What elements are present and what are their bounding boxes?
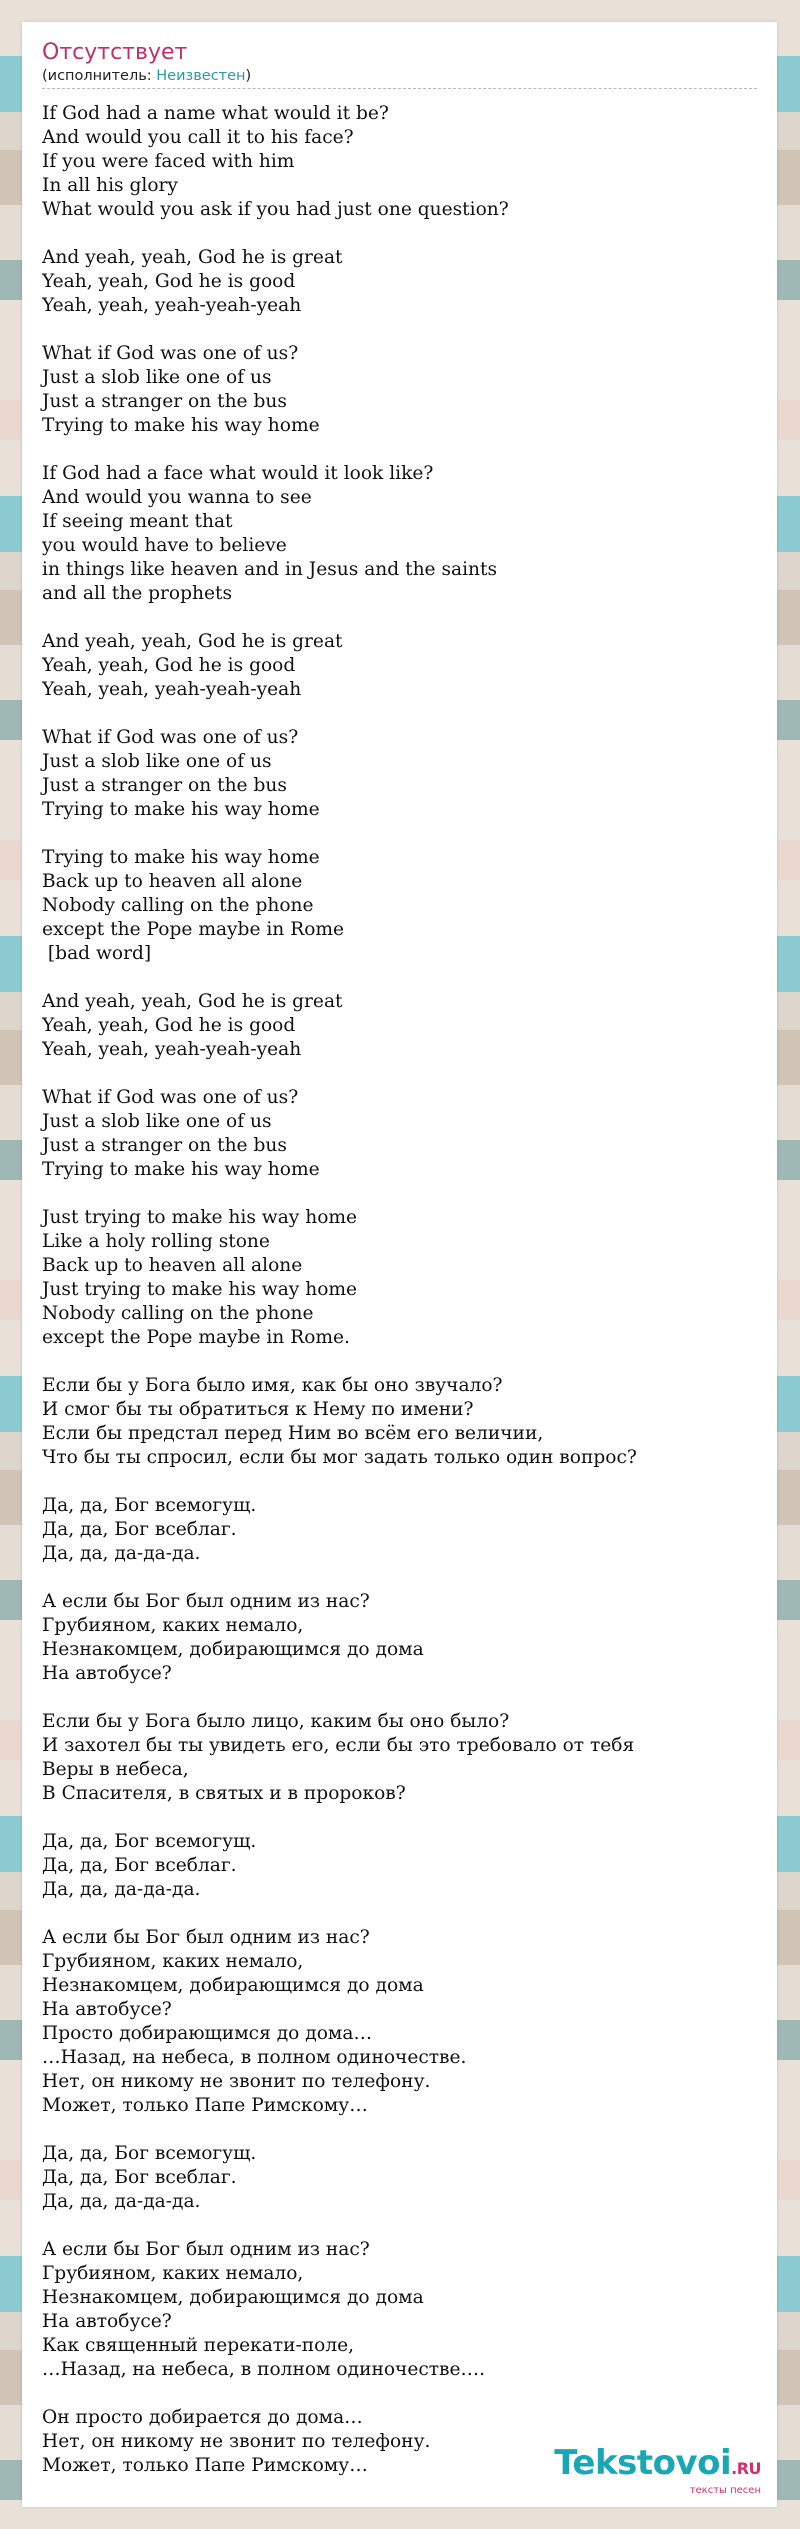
lyric-line: Trying to make his way home — [42, 1159, 320, 1180]
stanza-break — [42, 1182, 757, 1206]
lyric-line: Может, только Папе Римскому… — [42, 2095, 368, 2116]
lyric-line: Yeah, yeah, yeah-yeah-yeah — [42, 295, 302, 316]
lyric-line: Nobody calling on the phone — [42, 1303, 314, 1324]
stanza-break — [42, 438, 757, 462]
lyric-line: except the Pope maybe in Rome. — [42, 1327, 350, 1348]
stanza-break — [42, 606, 757, 630]
logo-name: Tekstovoi — [554, 2443, 732, 2483]
lyric-line: Да, да, Бог всеблаг. — [42, 1855, 237, 1876]
lyric-line: Да, да, Бог всеблаг. — [42, 2167, 237, 2188]
stanza-break — [42, 222, 757, 246]
artist-suffix: ) — [245, 68, 252, 84]
lyric-line: What would you ask if you had just one question? — [42, 199, 509, 220]
logo-tld: .RU — [731, 2459, 761, 2478]
lyric-line: …Назад, на небеса, в полном одиночестве. — [42, 2047, 467, 2068]
lyric-line: Just a slob like one of us — [42, 1111, 272, 1132]
lyric-line: If seeing meant that — [42, 511, 233, 532]
stanza-break — [42, 1470, 757, 1494]
lyric-line: Just a stranger on the bus — [42, 775, 287, 796]
lyric-line: And yeah, yeah, God he is great — [42, 247, 343, 268]
stanza-break — [42, 1566, 757, 1590]
stanza-break — [42, 1350, 757, 1374]
lyric-line: Yeah, yeah, yeah-yeah-yeah — [42, 679, 302, 700]
lyric-line: Да, да, Бог всеблаг. — [42, 1519, 237, 1540]
lyric-line: В Спасителя, в святых и в пророков? — [42, 1783, 406, 1804]
lyric-line: you would have to believe — [42, 535, 287, 556]
song-header — [42, 40, 757, 89]
lyric-line: And yeah, yeah, God he is great — [42, 991, 343, 1012]
lyric-line: Веры в небеса, — [42, 1759, 189, 1780]
stanza-break — [42, 2214, 757, 2238]
lyric-line: И захотел бы ты увидеть его, если бы это требовало от тебя — [42, 1735, 635, 1756]
lyric-line: Just a stranger on the bus — [42, 1135, 287, 1156]
lyric-line: What if God was one of us? — [42, 1087, 299, 1108]
logo-subtitle: тексты песен — [689, 2485, 761, 2496]
artist-prefix: (исполнитель: — [42, 68, 157, 84]
lyric-line: What if God was one of us? — [42, 343, 299, 364]
lyric-line: А если бы Бог был одним из нас? — [42, 1591, 370, 1612]
lyric-line: Да, да, Бог всемогущ. — [42, 1831, 257, 1852]
lyric-line: in things like heaven and in Jesus and the saints — [42, 559, 498, 580]
lyric-line: Нет, он никому не звонит по телефону. — [42, 2071, 431, 2092]
lyric-line: Грубияном, каких немало, — [42, 1951, 304, 1972]
lyric-line: Да, да, да-да-да. — [42, 1543, 201, 1564]
lyric-line: Да, да, Бог всемогущ. — [42, 2143, 257, 2164]
lyric-line: Если бы предстал перед Ним во всём его величии, — [42, 1423, 544, 1444]
lyric-line: In all his glory — [42, 175, 178, 196]
logo-wordmark — [554, 2445, 761, 2487]
artist-link[interactable]: Неизвестен — [156, 68, 246, 84]
lyric-line: Yeah, yeah, yeah-yeah-yeah — [42, 1039, 302, 1060]
lyric-line: And would you call it to his face? — [42, 127, 354, 148]
lyric-line: Грубияном, каких немало, — [42, 1615, 304, 1636]
lyric-line: Back up to heaven all alone — [42, 871, 303, 892]
lyric-line: Just a stranger on the bus — [42, 391, 287, 412]
lyric-line: Незнакомцем, добирающимся до дома — [42, 1975, 424, 1996]
lyric-line: Нет, он никому не звонит по телефону. — [42, 2431, 431, 2452]
lyric-line: If God had a name what would it be? — [42, 103, 389, 124]
lyric-line: Back up to heaven all alone — [42, 1255, 303, 1276]
stanza-break — [42, 1806, 757, 1830]
lyric-line: А если бы Бог был одним из нас? — [42, 2239, 370, 2260]
lyric-line: …Назад, на небеса, в полном одиночестве…. — [42, 2359, 486, 2380]
stanza-break — [42, 822, 757, 846]
lyric-line: Если бы у Бога было лицо, каким бы оно было? — [42, 1711, 510, 1732]
lyric-line: А если бы Бог был одним из нас? — [42, 1927, 370, 1948]
lyrics-text — [42, 102, 757, 2478]
lyric-line: If you were faced with him — [42, 151, 295, 172]
lyric-line: Just a slob like one of us — [42, 367, 272, 388]
lyric-line: На автобусе? — [42, 1663, 172, 1684]
lyric-line: Незнакомцем, добирающимся до дома — [42, 2287, 424, 2308]
stanza-break — [42, 2382, 757, 2406]
lyric-line: Trying to make his way home — [42, 847, 320, 868]
stanza-break — [42, 1062, 757, 1086]
lyric-line: And yeah, yeah, God he is great — [42, 631, 343, 652]
lyric-line: Just trying to make his way home — [42, 1207, 358, 1228]
song-title: Отсутствует — [42, 40, 188, 65]
lyric-line: На автобусе? — [42, 2311, 172, 2332]
lyric-line: Как священный перекати-поле, — [42, 2335, 355, 2356]
lyric-line: Да, да, Бог всемогущ. — [42, 1495, 257, 1516]
lyric-line: Незнакомцем, добирающимся до дома — [42, 1639, 424, 1660]
lyric-line: Он просто добирается до дома… — [42, 2407, 363, 2428]
lyric-line: Может, только Папе Римскому… — [42, 2455, 368, 2476]
lyric-line: Trying to make his way home — [42, 415, 320, 436]
lyric-line: Just trying to make his way home — [42, 1279, 358, 1300]
stanza-break — [42, 966, 757, 990]
lyric-line: [bad word] — [42, 943, 152, 964]
lyric-line: If God had a face what would it look like? — [42, 463, 434, 484]
lyric-line: На автобусе? — [42, 1999, 172, 2020]
stanza-break — [42, 702, 757, 726]
site-logo[interactable] — [554, 2445, 761, 2497]
lyric-line: Грубияном, каких немало, — [42, 2263, 304, 2284]
lyric-line: Что бы ты спросил, если бы мог задать только один вопрос? — [42, 1447, 637, 1468]
lyric-line: И смог бы ты обратиться к Нему по имени? — [42, 1399, 474, 1420]
lyric-line: Yeah, yeah, God he is good — [42, 1015, 296, 1036]
lyric-line: except the Pope maybe in Rome — [42, 919, 345, 940]
lyrics-page — [22, 22, 777, 2507]
lyric-line: Просто добирающимся до дома… — [42, 2023, 373, 2044]
lyric-line: And would you wanna to see — [42, 487, 312, 508]
lyric-line: Если бы у Бога было имя, как бы оно звучало? — [42, 1375, 503, 1396]
artist-line — [42, 66, 757, 89]
lyric-line: Yeah, yeah, God he is good — [42, 655, 296, 676]
stanza-break — [42, 2118, 757, 2142]
lyric-line: and all the prophets — [42, 583, 233, 604]
lyric-line: Nobody calling on the phone — [42, 895, 314, 916]
lyric-line: Trying to make his way home — [42, 799, 320, 820]
stanza-break — [42, 1902, 757, 1926]
lyric-line: What if God was one of us? — [42, 727, 299, 748]
stanza-break — [42, 318, 757, 342]
lyric-line: Да, да, да-да-да. — [42, 2191, 201, 2212]
lyric-line: Like a holy rolling stone — [42, 1231, 270, 1252]
stanza-break — [42, 1686, 757, 1710]
lyric-line: Just a slob like one of us — [42, 751, 272, 772]
lyric-line: Yeah, yeah, God he is good — [42, 271, 296, 292]
lyric-line: Да, да, да-да-да. — [42, 1879, 201, 1900]
